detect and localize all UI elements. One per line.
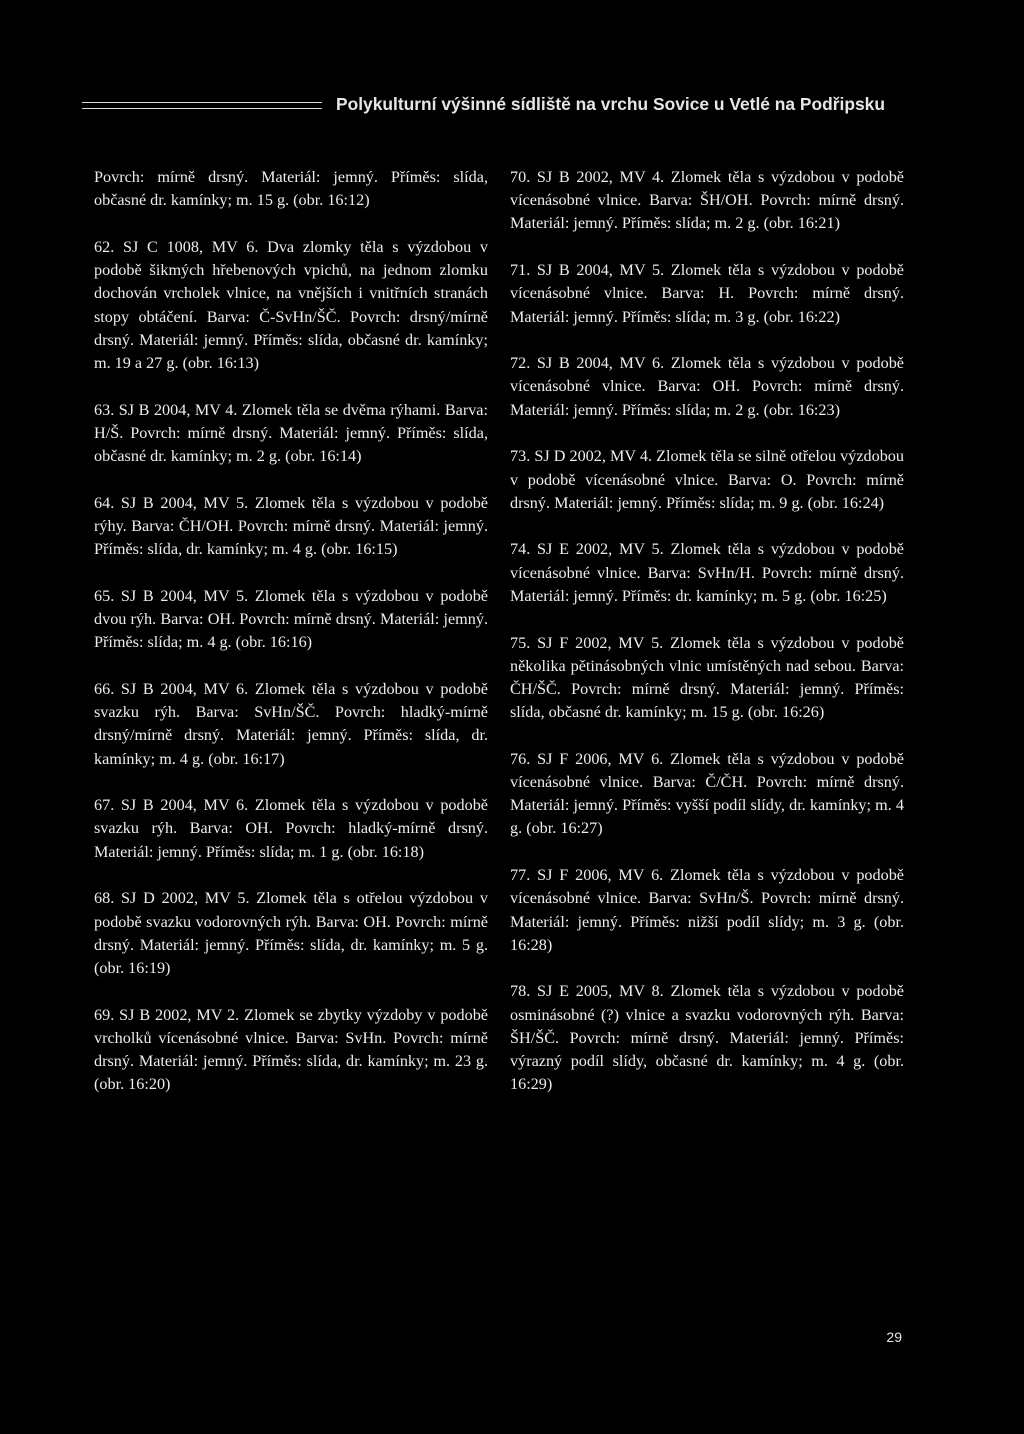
page-number: 29 (886, 1329, 902, 1345)
catalog-entry: 74. SJ E 2002, MV 5. Zlomek těla s výzdobou v podobě vícenásobné vlnice. Barva: SvHn/H. Povrch: mírně drsný. Materiál: jemný. Příměs: dr. kamínky; m. 5 g. (obr. 16:25) (510, 540, 904, 605)
running-header (0, 92, 1024, 122)
catalog-entry: 63. SJ B 2004, MV 4. Zlomek těla se dvěma rýhami. Barva: H/Š. Povrch: mírně drsný. Materiál: jemný. Příměs: slída, občasné dr. kamínky; m. 2 g. (obr. 16:14) (94, 400, 488, 466)
catalog-entry: 65. SJ B 2004, MV 5. Zlomek těla s výzdobou v podobě dvou rýh. Barva: OH. Povrch: mírně drsný. Materiál: jemný. Příměs: slída; m. 4 g. (obr. 16:16) (94, 586, 488, 652)
catalog-entry: 72. SJ B 2004, MV 6. Zlomek těla s výzdobou v podobě vícenásobné vlnice. Barva: OH. Povrch: mírně drsný. Materiál: jemný. Příměs: slída; m. 2 g. (obr. 16:23) (510, 354, 904, 419)
catalog-entry: 66. SJ B 2004, MV 6. Zlomek těla s výzdobou v podobě svazku rýh. Barva: SvHn/ŠČ. Povrch: hladký-mírně drsný/mírně drsný. Materiál: jemný. Příměs: slída, dr. kamínky; m. 4 g. (obr. 16:17) (94, 679, 488, 768)
catalog-entry: 77. SJ F 2006, MV 6. Zlomek těla s výzdobou v podobě vícenásobné vlnice. Barva: SvHn/Š. Povrch: mírně drsný. Materiál: jemný. Příměs: nižší podíl slídy; m. 3 g. (obr. 16:28) (510, 866, 904, 954)
left-column (94, 166, 488, 1120)
right-column (510, 166, 904, 1120)
catalog-entry: 71. SJ B 2004, MV 5. Zlomek těla s výzdobou v podobě vícenásobné vlnice. Barva: H. Povrch: mírně drsný. Materiál: jemný. Příměs: slída; m. 3 g. (obr. 16:22) (510, 261, 904, 326)
catalog-entry: 67. SJ B 2004, MV 6. Zlomek těla s výzdobou v podobě svazku rýh. Barva: OH. Povrch: hladký-mírně drsný. Materiál: jemný. Příměs: slída; m. 1 g. (obr. 16:18) (94, 796, 488, 861)
catalog-entry: 76. SJ F 2006, MV 6. Zlomek těla s výzdobou v podobě vícenásobné vlnice. Barva: Č/ČH. Povrch: mírně drsný. Materiál: jemný. Příměs: vyšší podíl slídy, dr. kamínky; m. 4 g. (obr. 16:27) (510, 749, 904, 838)
catalog-entry: 75. SJ F 2002, MV 5. Zlomek těla s výzdobou v podobě několika pětinásobných vlnic umístěných nad sebou. Barva: ČH/ŠČ. Povrch: mírně drsný. Materiál: jemný. Příměs: slída, občasné dr. kamínky; m. 15 g. (obr. 16:26) (510, 633, 904, 722)
catalog-entry: 68. SJ D 2002, MV 5. Zlomek těla s otřelou výzdobou v podobě svazku vodorovných rýh. Barva: OH. Povrch: mírně drsný. Materiál: jemný. Příměs: slída, dr. kamínky; m. 5 g. (obr. 16:19) (94, 889, 488, 977)
running-header-title: Polykulturní výšinné sídliště na vrchu Sovice u Vetlé na Podřipsku (336, 94, 885, 114)
catalog-entry: Povrch: mírně drsný. Materiál: jemný. Příměs: slída, občasné dr. kamínky; m. 15 g. (obr. 16:12) (94, 168, 488, 210)
header-double-rule (82, 102, 322, 109)
catalog-entry: 73. SJ D 2002, MV 4. Zlomek těla se silně otřelou výzdobou v podobě vícenásobné vlnice. Barva: O. Povrch: mírně drsný. Materiál: jemný. Příměs: slída; m. 9 g. (obr. 16:24) (510, 447, 904, 512)
catalog-entry: 78. SJ E 2005, MV 8. Zlomek těla s výzdobou v podobě osminásobné (?) vlnice a svazku vodorovných rýh. Barva: ŠH/ŠČ. Povrch: mírně drsný. Materiál: jemný. Příměs: výrazný podíl slídy, občasné dr. kamínky; m. 4 g. (obr. 16:29) (510, 982, 904, 1094)
catalog-entry: 62. SJ C 1008, MV 6. Dva zlomky těla s výzdobou v podobě šikmých hřebenových vpichů, na jednom zlomku dochován vrcholek vlnice, na vnějších i vnitřních stranách stopy obtáčení. Barva: Č-SvHn/ŠČ. Povrch: drsný/mírně drsný. Materiál: jemný. Příměs: slída, občasné dr. kamínky; m. 19 a 27 g. (obr. 16:13) (94, 237, 488, 372)
catalog-entry: 69. SJ B 2002, MV 2. Zlomek se zbytky výzdoby v podobě vrcholků vícenásobné vlnice. Barva: SvHn. Povrch: mírně drsný. Materiál: jemný. Příměs: slída, dr. kamínky; m. 23 g. (obr. 16:20) (94, 1005, 488, 1094)
catalog-entry: 64. SJ B 2004, MV 5. Zlomek těla s výzdobou v podobě rýhy. Barva: ČH/OH. Povrch: mírně drsný. Materiál: jemný. Příměs: slída, dr. kamínky; m. 4 g. (obr. 16:15) (94, 493, 488, 559)
catalog-entry: 70. SJ B 2002, MV 4. Zlomek těla s výzdobou v podobě vícenásobné vlnice. Barva: ŠH/OH. Povrch: mírně drsný. Materiál: jemný. Příměs: slída; m. 2 g. (obr. 16:21) (510, 168, 904, 233)
